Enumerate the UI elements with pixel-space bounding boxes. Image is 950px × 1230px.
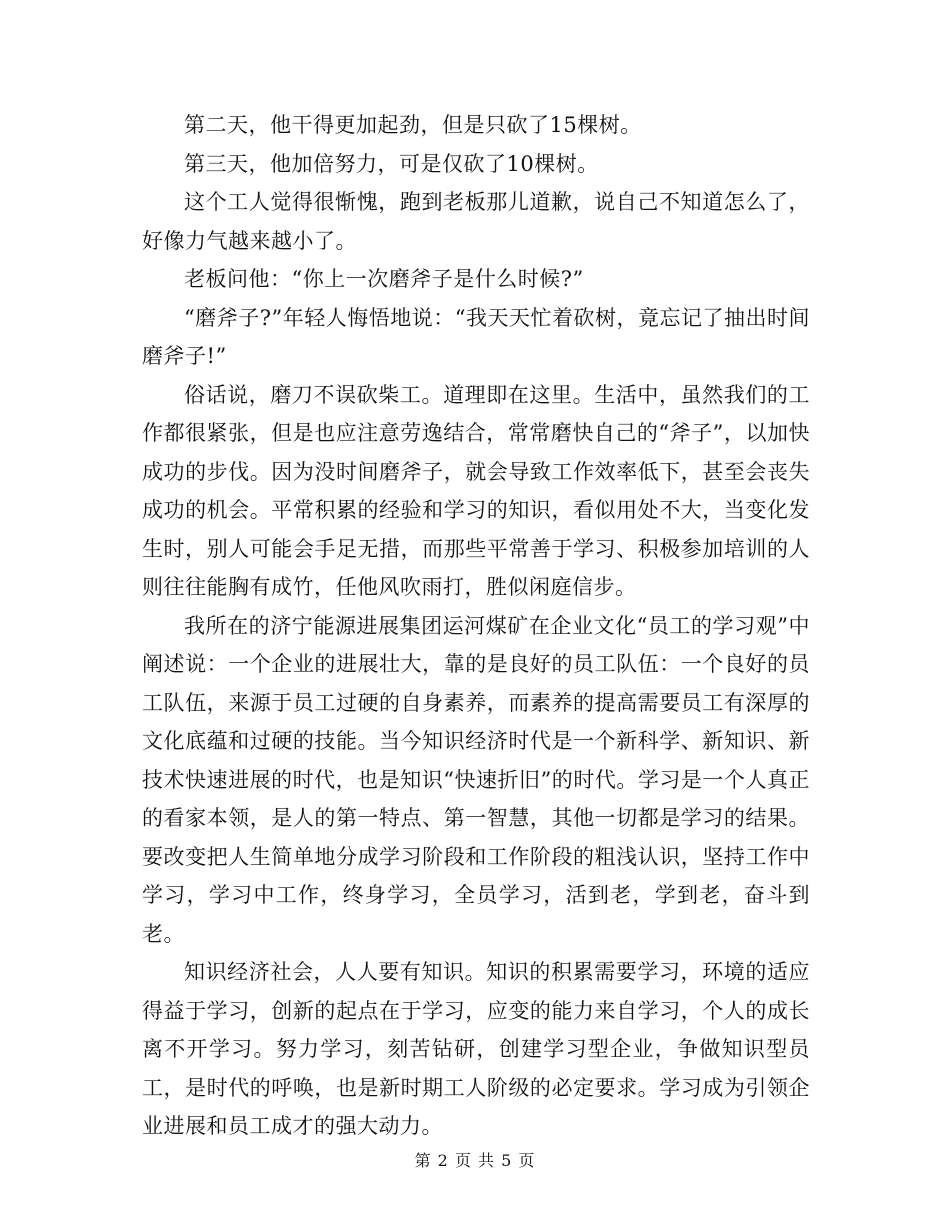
paragraph-worker-apology: 这个工人觉得很惭愧，跑到老板那儿道歉，说自己不知道怎么了，好像力气越来越小了。 (142, 190, 810, 253)
paragraph-learning-view: 我所在的济宁能源进展集团运河煤矿在企业文化“员工的学习观”中阐述说：一个企业的进展壮大，靠的是良好的员工队伍：一个良好的员工队伍，来源于员工过硬的自身素养，而素养的提高需要员工有深厚的文化底蕴和过硬的技能。当今知识经济时代是一个新科学、新知识、新技术快速进展的时代，也是知识“快速折旧”的时代。学习是一个人真正的看家本领，是人的第一特点、第一智慧，其他一切都是学习的结果。要改变把人生简单地分成学习阶段和工作阶段的粗浅认识，坚持工作中学习，学习中工作，终身学习，全员学习，活到老，学到老，奋斗到老。 (142, 613, 810, 946)
paragraph-day-two: 第二天，他干得更加起劲，但是只砍了15棵树。 (184, 113, 642, 137)
paragraph-young-man-reply: “磨斧子?”年轻人悔悟地说：“我天天忙着砍树，竟忘记了抽出时间磨斧子!” (142, 305, 810, 368)
paragraph-proverb: 俗话说，磨刀不误砍柴工。道理即在这里。生活中，虽然我们的工作都很紧张，但是也应注意劳逸结合，常常磨快自己的“斧子”，以加快成功的步伐。因为没时间磨斧子，就会导致工作效率低下，甚至会丧失成功的机会。平常积累的经验和学习的知识，看似用处不大，当变化发生时，别人可能会手足无措，而那些平常善于学习、积极参加培训的人则往往能胸有成竹，任他风吹雨打，胜似闲庭信步。 (142, 382, 810, 599)
paragraph-knowledge-economy: 知识经济社会，人人要有知识。知识的积累需要学习，环境的适应得益于学习，创新的起点在于学习，应变的能力来自学习，个人的成长离不开学习。努力学习，刻苦钻研，创建学习型企业，争做知识型员工，是时代的呼唤，也是新时期工人阶级的必定要求。学习成为引领企业进展和员工成才的强大动力。 (142, 960, 810, 1138)
paragraph-day-three: 第三天，他加倍努力，可是仅砍了10棵树。 (184, 151, 599, 176)
body-text (142, 106, 810, 1146)
page-number-footer: 第 2 页 共 5 页 (414, 1151, 536, 1170)
paragraph-boss-question: 老板问他：“你上一次磨斧子是什么时候?” (184, 267, 584, 291)
